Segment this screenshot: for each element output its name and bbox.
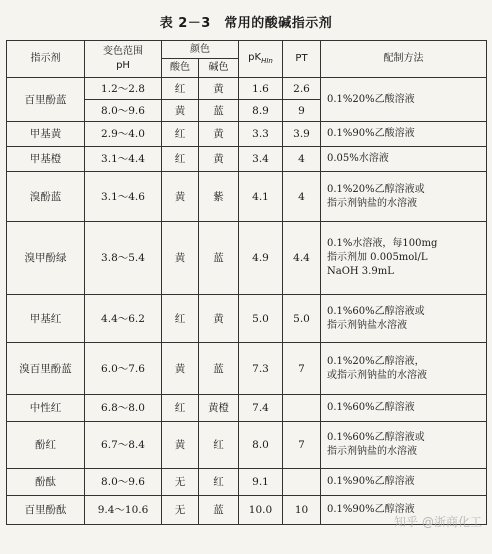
header-pk-main: pK	[248, 51, 262, 63]
range-cell: 4.4～6.2	[85, 295, 162, 343]
table-row	[7, 222, 487, 295]
header-base-color: 碱色	[199, 59, 239, 78]
range-cell: 6.8～8.0	[85, 395, 162, 422]
range-cell: 2.9～4.0	[85, 122, 162, 147]
range-cell: 6.7～8.4	[85, 422, 162, 469]
pt-cell: 7	[283, 422, 321, 469]
range-cell: 8.0～9.6	[85, 469, 162, 496]
pk-cell: 1.6	[239, 78, 283, 100]
range-cell: 3.8～5.4	[85, 222, 162, 295]
indicator-name: 百里酚蓝	[7, 78, 85, 122]
base-color-cell: 黄	[199, 295, 239, 343]
base-color-cell: 红	[199, 422, 239, 469]
acid-color-cell: 红	[162, 147, 199, 172]
acid-color-cell: 红	[162, 78, 199, 100]
method-cell	[321, 343, 487, 395]
indicator-name: 溴百里酚蓝	[7, 343, 85, 395]
indicator-name: 甲基黄	[7, 122, 85, 147]
range-cell: 3.1～4.6	[85, 172, 162, 222]
method-line: 0.1%90%乙醇溶液	[327, 476, 415, 487]
table-row	[7, 343, 487, 395]
pt-cell: 4	[283, 147, 321, 172]
method-line: 0.1%90%乙酸溶液	[327, 128, 415, 139]
pk-cell: 3.3	[239, 122, 283, 147]
pk-cell: 3.4	[239, 147, 283, 172]
pk-cell: 9.1	[239, 469, 283, 496]
indicator-table	[6, 40, 487, 525]
base-color-cell: 黄橙	[199, 395, 239, 422]
range-cell: 1.2～2.8	[85, 78, 162, 100]
method-cell	[321, 422, 487, 469]
method-line: 0.1%20%乙醇溶液，	[327, 355, 425, 367]
header-color: 颜色	[162, 41, 239, 59]
method-line: 0.1%60%乙醇溶液或	[327, 432, 425, 443]
method-cell	[321, 222, 487, 295]
header-acid-color: 酸色	[162, 59, 199, 78]
base-color-cell: 蓝	[199, 343, 239, 395]
indicator-name: 中性红	[7, 395, 85, 422]
table-row	[7, 122, 487, 147]
method-line: 指示剂加 0.005mol/L	[327, 252, 428, 263]
indicator-name: 甲基红	[7, 295, 85, 343]
base-color-cell: 黄	[199, 147, 239, 172]
acid-color-cell: 黄	[162, 422, 199, 469]
method-line: 0.1%60%乙醇溶液或	[327, 305, 425, 317]
acid-color-cell: 无	[162, 496, 199, 525]
pk-cell: 7.4	[239, 395, 283, 422]
base-color-cell: 黄	[199, 78, 239, 100]
range-cell: 3.1～4.4	[85, 147, 162, 172]
pk-cell: 4.1	[239, 172, 283, 222]
indicator-name: 酚酞	[7, 469, 85, 496]
pk-cell: 5.0	[239, 295, 283, 343]
acid-color-cell: 红	[162, 122, 199, 147]
acid-color-cell: 黄	[162, 222, 199, 295]
header-pk-sub: HIn	[261, 56, 273, 65]
method-line: 0.1%20%乙醇溶液或	[327, 183, 425, 195]
header-pt: PT	[283, 41, 321, 78]
table-row	[7, 295, 487, 343]
table-row	[7, 496, 487, 525]
pk-cell: 8.9	[239, 100, 283, 122]
pk-cell: 10.0	[239, 496, 283, 525]
pk-cell: 8.0	[239, 422, 283, 469]
method-cell	[321, 469, 487, 496]
acid-color-cell: 无	[162, 469, 199, 496]
table-row	[7, 422, 487, 469]
method-cell	[321, 172, 487, 222]
base-color-cell: 紫	[199, 172, 239, 222]
acid-color-cell: 黄	[162, 172, 199, 222]
header-range-line2: pH	[116, 60, 130, 71]
indicator-name: 溴酚蓝	[7, 172, 85, 222]
base-color-cell: 黄	[199, 122, 239, 147]
base-color-cell: 红	[199, 469, 239, 496]
pt-cell: 4.4	[283, 222, 321, 295]
method-cell	[321, 295, 487, 343]
header-indicator: 指示剂	[7, 41, 85, 78]
method-line: 0.1%水溶液，每100mg	[327, 238, 438, 249]
table-row	[7, 172, 487, 222]
method-line: 或指示剂钠盐的水溶液	[327, 369, 427, 381]
method-line: 0.1%90%乙醇溶液	[327, 504, 415, 515]
method-cell	[321, 395, 487, 422]
method-cell	[321, 496, 487, 525]
pk-cell: 4.9	[239, 222, 283, 295]
pt-cell: 5.0	[283, 295, 321, 343]
range-cell: 9.4～10.6	[85, 496, 162, 525]
method-line: 指示剂钠盐的水溶液	[327, 197, 417, 209]
pt-cell: 2.6	[283, 78, 321, 100]
base-color-cell: 蓝	[199, 222, 239, 295]
indicator-name: 百里酚酞	[7, 496, 85, 525]
table-row	[7, 395, 487, 422]
acid-color-cell: 黄	[162, 100, 199, 122]
acid-color-cell: 红	[162, 295, 199, 343]
table-row	[7, 78, 487, 100]
header-pk	[239, 41, 283, 78]
method-cell	[321, 147, 487, 172]
pt-cell	[283, 469, 321, 496]
pt-cell: 10	[283, 496, 321, 525]
range-cell: 6.0～7.6	[85, 343, 162, 395]
acid-color-cell: 黄	[162, 343, 199, 395]
method-cell	[321, 122, 487, 147]
pt-cell: 7	[283, 343, 321, 395]
range-cell: 8.0～9.6	[85, 100, 162, 122]
header-range-line1: 变色范围	[103, 46, 143, 57]
table-row	[7, 469, 487, 496]
watermark: 知乎 @浙商化工	[394, 515, 482, 529]
method-line: 0.1%60%乙醇溶液	[327, 402, 415, 413]
indicator-name: 酚红	[7, 422, 85, 469]
method-line: 0.1%20%乙酸溶液	[327, 93, 415, 105]
indicator-name: 甲基橙	[7, 147, 85, 172]
header-method: 配制方法	[321, 41, 487, 78]
method-line: 指示剂钠盐水溶液	[327, 319, 407, 331]
pk-cell: 7.3	[239, 343, 283, 395]
table-title: 表 2－3 常用的酸碱指示剂	[159, 16, 333, 31]
header-range	[85, 41, 162, 78]
acid-color-cell: 红	[162, 395, 199, 422]
pt-cell: 4	[283, 172, 321, 222]
method-cell	[321, 78, 487, 122]
indicator-name: 溴甲酚绿	[7, 222, 85, 295]
method-line: 0.05%水溶液	[327, 153, 389, 164]
pt-cell: 3.9	[283, 122, 321, 147]
method-line: 指示剂钠盐的水溶液	[327, 446, 417, 457]
pt-cell: 9	[283, 100, 321, 122]
base-color-cell: 蓝	[199, 100, 239, 122]
table-row	[7, 147, 487, 172]
method-line: NaOH 3.9mL	[327, 266, 394, 277]
pt-cell	[283, 395, 321, 422]
base-color-cell: 蓝	[199, 496, 239, 525]
